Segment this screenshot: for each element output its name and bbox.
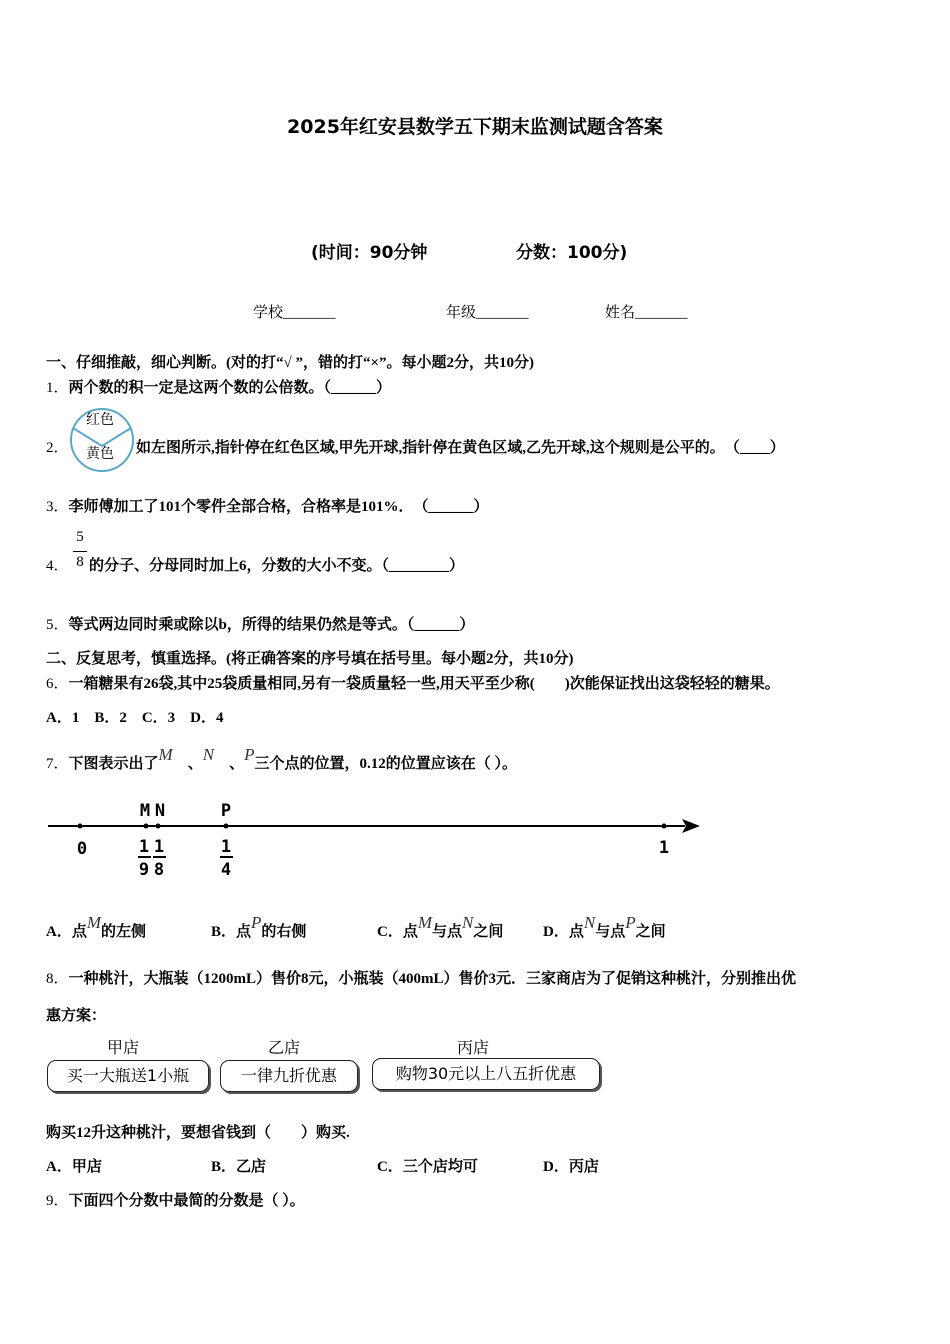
fraction-bar [73, 551, 87, 552]
q8-option-a: A．甲店 [46, 1159, 102, 1175]
label-p: P [220, 801, 232, 821]
shop-c-name: 丙店 [457, 1038, 490, 1057]
point-n [156, 824, 161, 829]
q7-option-b: B．点P的右侧 [211, 913, 307, 940]
page-title: 2025年红安县数学五下期末监测试题含答案 [287, 116, 663, 138]
frac-p-den: 4 [220, 860, 232, 880]
q7-option-c: C．点M与点N之间 [377, 913, 504, 940]
label-n: N [154, 801, 166, 821]
shop-b-offer: 一律九折优惠 [220, 1060, 358, 1092]
question-4: 的分子、分母同时加上6，分数的大小不变。（________） [89, 558, 465, 574]
shop-c-offer: 购物30元以上八五折优惠 [372, 1058, 600, 1090]
question-8: 8．一种桃汁，大瓶装（1200mL）售价8元，小瓶装（400mL）售价3元．三家商店为了促销这种桃汁，分别推出优 [46, 971, 797, 987]
q7-option-a: A．点M的左侧 [46, 913, 147, 940]
question-3: 3．李师傅加工了101个零件全部合格，合格率是101%． （______） [46, 499, 489, 515]
frac-p-num: 1 [220, 837, 232, 857]
q7-option-d: D．点N与点P之间 [543, 913, 666, 940]
frac-m-num: 1 [138, 837, 150, 857]
question-5: 5．等式两边同时乘或除以b，所得的结果仍然是等式。（______） [46, 617, 475, 633]
point-zero [78, 824, 83, 829]
frac-m-den: 9 [138, 860, 150, 880]
point-m [144, 824, 149, 829]
shop-a-offer: 买一大瓶送1小瓶 [47, 1060, 209, 1092]
label-zero: 0 [76, 839, 88, 859]
point-p [224, 824, 229, 829]
question-2-number: 2． [46, 440, 69, 456]
fraction-numerator: 5 [76, 529, 84, 545]
spinner-red-label: 红色 [86, 413, 114, 428]
label-one: 1 [658, 838, 670, 858]
q8-option-c: C．三个店均可 [377, 1159, 478, 1175]
question-1: 1．两个数的积一定是这两个数的公倍数。（______） [46, 380, 392, 396]
question-6-options: A．1 B．2 C．3 D．4 [46, 710, 224, 726]
section-2-heading: 二、反复思考，慎重选择。(将正确答案的序号填在括号里。每小题2分，共10分) [46, 651, 574, 667]
exam-time: (时间：90分钟 [311, 243, 428, 263]
label-m: M [139, 801, 151, 821]
spinner-yellow-label: 黄色 [86, 447, 114, 462]
frac-n-den: 8 [153, 860, 165, 880]
exam-score: 分数：100分) [516, 243, 628, 263]
fraction-denominator: 8 [76, 554, 84, 570]
school-field: 学校_______ [253, 305, 336, 321]
question-9: 9．下面四个分数中最简的分数是（ ）。 [46, 1193, 305, 1209]
question-7: 7．下图表示出了M 、N 、P三个点的位置，0.12的位置应该在（ ）。 [46, 745, 518, 772]
q8-option-b: B．乙店 [211, 1159, 267, 1175]
question-6: 6．一箱糖果有26袋,其中25袋质量相同,另有一袋质量轻一些,用天平至少称( )次能保证找出这袋轻轻的糖果。 [46, 676, 780, 692]
frac-n-num: 1 [153, 837, 165, 857]
name-field: 姓名_______ [605, 305, 688, 321]
question-2: 如左图所示,指针停在红色区域,甲先开球,指针停在黄色区域,乙先开球,这个规则是公平的。 （____） [136, 440, 785, 456]
question-8-cont: 惠方案： [46, 1008, 107, 1024]
shop-b-name: 乙店 [268, 1038, 301, 1057]
point-one [662, 824, 667, 829]
shop-a-name: 甲店 [107, 1038, 140, 1057]
section-1-heading: 一、仔细推敲，细心判断。(对的打“√ ”，错的打“×”。每小题2分，共10分) [46, 355, 535, 371]
question-4-number: 4． [46, 558, 69, 574]
question-8-ask: 购买12升这种桃汁，要想省钱到（ ）购买. [46, 1125, 350, 1141]
number-line-figure [40, 795, 720, 885]
q8-option-d: D．丙店 [543, 1159, 599, 1175]
grade-field: 年级_______ [446, 305, 529, 321]
